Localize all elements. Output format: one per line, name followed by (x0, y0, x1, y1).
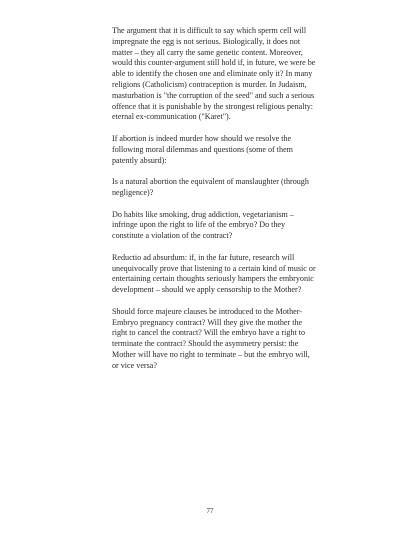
paragraph-habits-question: Do habits like smoking, drug addiction, vegetarianism – infringe upon the right to life of the embryo? Do they constitute a violation of the contract? (112, 209, 294, 241)
paragraph-sperm-cell-argument: The argument that it is difficult to say which sperm cell will impregnate the egg is not serious. Biologically, it does not matter – they all carry the same genetic content. Moreover, would this counter-argument still hold if, in future, we were be able to identify the chosen one and eliminate only it? In many religions (Catholicism) contraception is murder. In Judaism, masturbation is "the corruption of the seed" and such a serious offence that it is punishable by the strongest religious penalty: eternal ex-communication ("Karet"). (112, 26, 316, 122)
paragraph-force-majeure-question: Should force majeure clauses be introduced to the Mother-Embryo pregnancy contract? Will they give the mother the right to cancel the contract? Will the embryo have a right to terminate the contract? Should the asymmetry persist: the Mother will have no right to terminate – but the embryo will, or vice versa? (112, 306, 310, 370)
paragraph-moral-dilemmas-intro: If abortion is indeed murder how should we resolve the following moral dilemmas and questions (some of them patently absurd): (112, 133, 293, 165)
paragraph-natural-abortion-question: Is a natural abortion the equivalent of manslaughter (through negligence)? (112, 177, 309, 197)
body-text (112, 26, 316, 382)
page-number: 77 (206, 507, 214, 515)
paragraph-reductio-ad-absurdum: Reductio ad absurdum: if, in the far future, research will unequivocally prove that listening to a certain kind of music or entertaining certain thoughts seriously hampers the embryonic development – should we apply censorship to the Mother? (112, 252, 316, 295)
